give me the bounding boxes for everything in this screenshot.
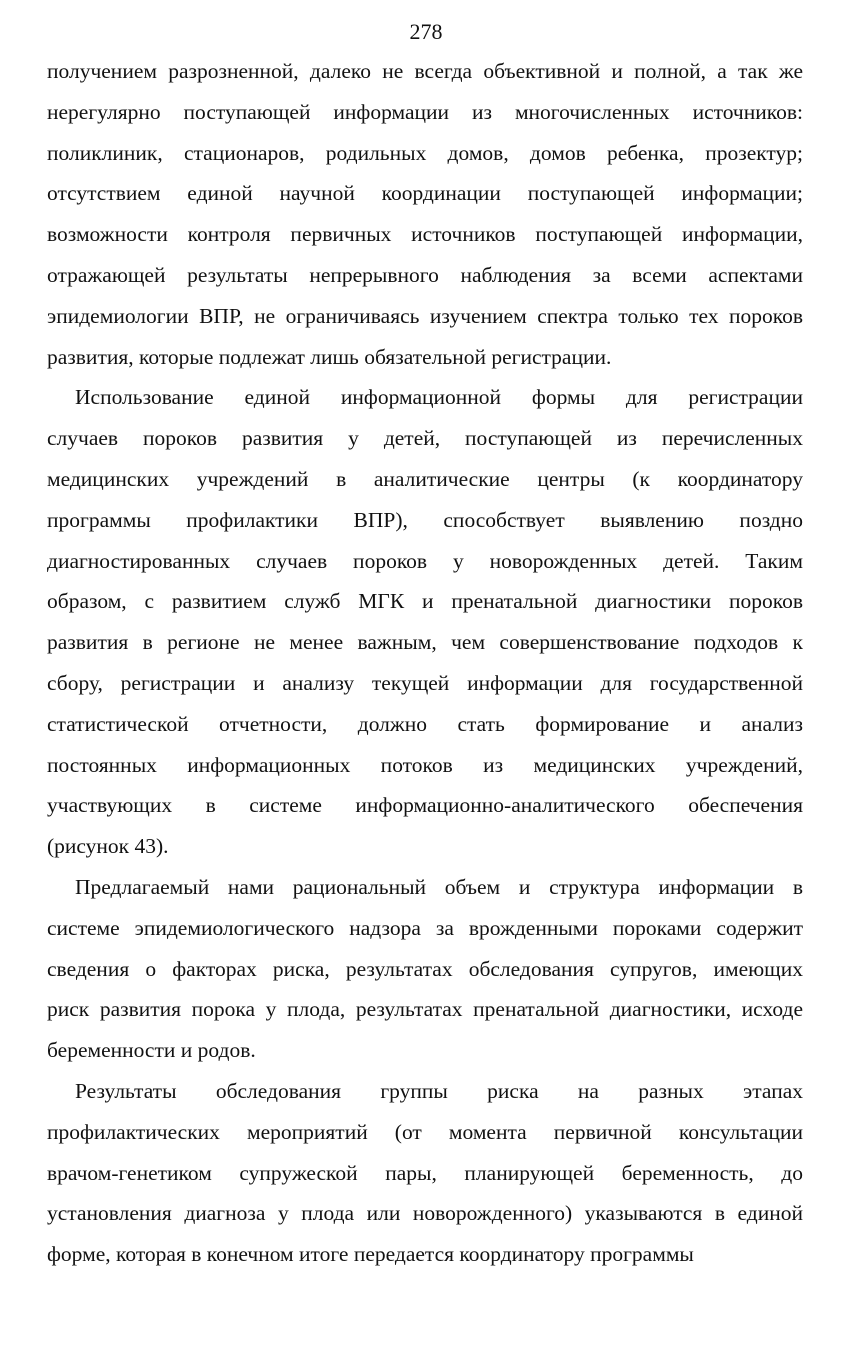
text-line: программы профилактики ВПР), способствует выявлению поздно	[47, 507, 803, 532]
text-line: сбору, регистрации и анализу текущей информации для государственной	[47, 670, 803, 695]
text-line: статистической отчетности, должно стать формирование и анализ	[47, 711, 803, 736]
text-line: риск развития порока у плода, результатах пренатальной диагностики, исходе	[47, 997, 803, 1022]
text-line: поликлиник, стационаров, родильных домов, домов ребенка, прозектур;	[47, 140, 803, 165]
page-number: 278	[409, 19, 443, 44]
text-line: развития в регионе не менее важным, чем совершенствование подходов к	[47, 630, 803, 655]
text-line: образом, с развитием служб МГК и пренатальной диагностики пороков	[47, 589, 803, 614]
text-line: Результаты обследования группы риска на разных этапах	[75, 1078, 803, 1103]
text-line: системе эпидемиологического надзора за врожденными пороками содержит	[47, 915, 803, 940]
text-line: эпидемиологии ВПР, не ограничиваясь изучением спектра только тех пороков	[47, 303, 803, 328]
text-line: профилактических мероприятий (от момента первичной консультации	[47, 1119, 803, 1144]
text-line: (рисунок 43).	[47, 834, 169, 859]
body-text	[47, 51, 803, 1275]
text-line: врачом-генетиком супружеской пары, планирующей беременность, до	[47, 1160, 803, 1185]
text-line: получением разрозненной, далеко не всегда объективной и полной, а так же	[47, 59, 803, 83]
text-line: отсутствием единой научной координации поступающей информации;	[47, 181, 803, 206]
text-line: постоянных информационных потоков из медицинских учреждений,	[47, 752, 803, 777]
text-line: случаев пороков развития у детей, поступающей из перечисленных	[47, 426, 803, 451]
text-line: нерегулярно поступающей информации из многочисленных источников:	[47, 99, 803, 124]
text-line: беременности и родов.	[47, 1038, 256, 1063]
text-line: сведения о факторах риска, результатах обследования супругов, имеющих	[47, 956, 803, 981]
text-line: Использование единой информационной формы для регистрации	[75, 385, 803, 410]
text-line: возможности контроля первичных источников поступающей информации,	[47, 222, 803, 247]
text-line: отражающей результаты непрерывного наблюдения за всеми аспектами	[47, 262, 803, 287]
text-line: медицинских учреждений в аналитические центры (к координатору	[47, 466, 803, 491]
text-line: диагностированных случаев пороков у новорожденных детей. Таким	[47, 548, 803, 573]
text-line: развития, которые подлежат лишь обязательной регистрации.	[47, 344, 612, 369]
text-line: участвующих в системе информационно-аналитического обеспечения	[47, 793, 803, 818]
text-line: Предлагаемый нами рациональный объем и структура информации в	[75, 874, 803, 899]
text-line: установления диагноза у плода или новорожденного) указываются в единой	[47, 1201, 803, 1226]
text-line: форме, которая в конечном итоге передается координатору программы	[47, 1242, 694, 1267]
